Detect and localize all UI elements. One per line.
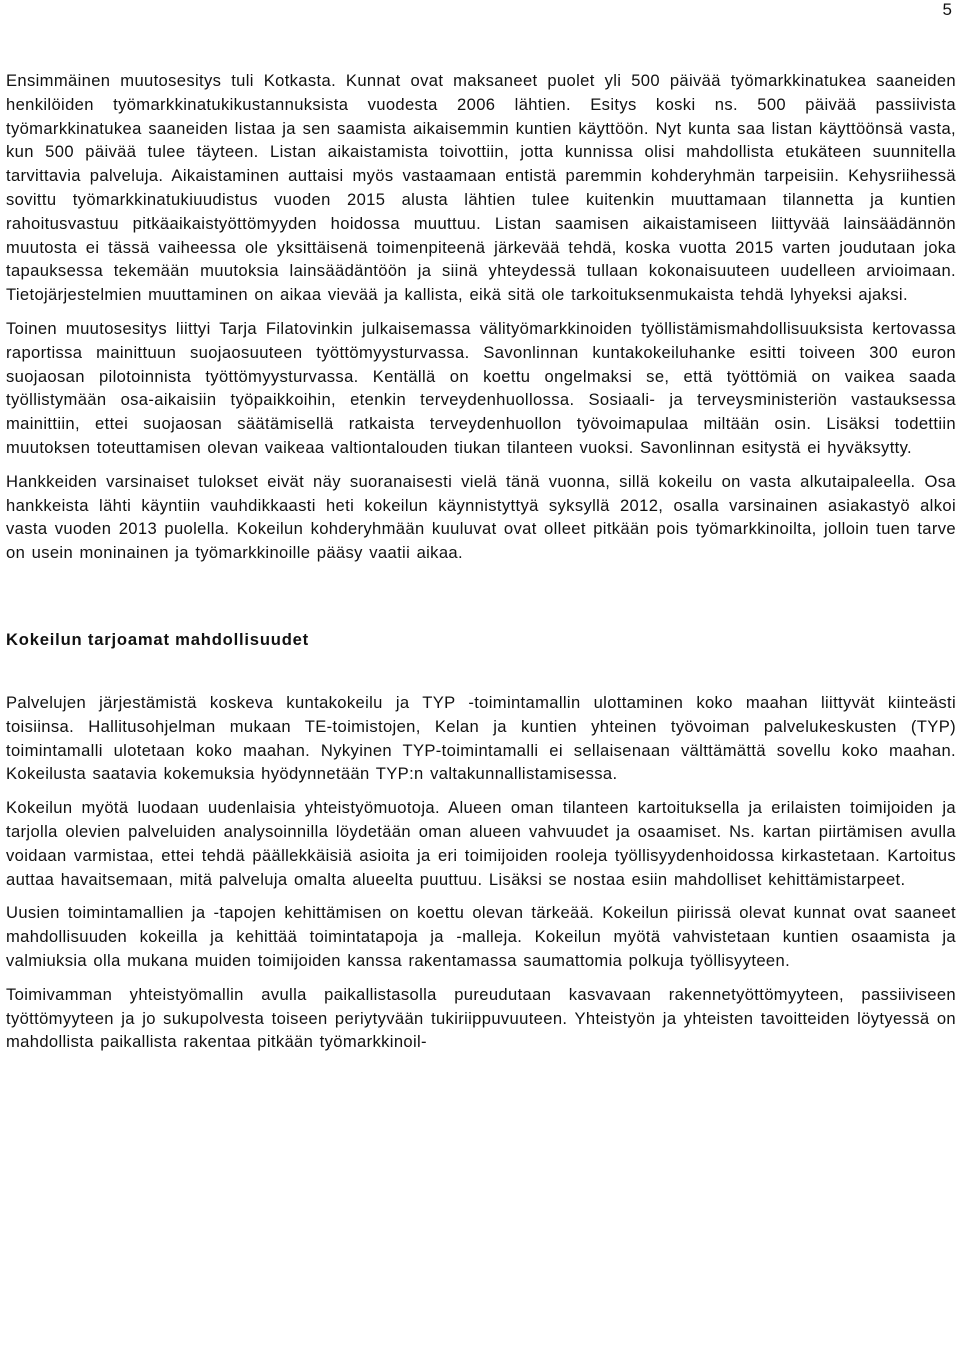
paragraph-cooperation-forms: Kokeilun myötä luodaan uudenlaisia yhteistyömuotoja. Alueen oman tilanteen kartoituksella ja erilaisten toimijoiden ja tarjolla olevien palveluiden analysoinnilla löydetään oman alueen vahvuudet ja osaamiset. Ns. kartan piirtämisen avulla voidaan varmistaa, ettei tehdä päällekkäisiä asioita ja eri toimijoiden rooleja työllisyydenhoidossa kirkastetaan. Kartoitus auttaa havaitsemaan, mitä palveluja omalta alueelta puuttuu. Lisäksi se nostaa esiin mahdolliset kehittämistarpeet. xyxy=(6,798,956,889)
paragraph-kotka-proposal: Ensimmäinen muutosesitys tuli Kotkasta. Kunnat ovat maksaneet puolet yli 500 päivää työmarkkinatukea saaneiden henkilöiden työmarkkinatukikustannuksista vuodesta 2006 lähtien. Esitys koski ns. 500 päivää passiivista työmarkkinatukea saaneiden listaa ja sen saamista aikaisemmin kuntien käyttöön. Nyt kunta saa listan käyttöönsä vasta, kun 500 päivää tulee täyteen. Listan aikaistamista toivottiin, jotta kunnissa olisi mahdollista etukäteen suunnitella tarvittavia palveluja. Aikaistaminen auttaisi myös vastaamaan entistä paremmin kohderyhmän tarpeisiin. Kehysriihessä sovittu työmarkkinatukiuudistus vuoden 2015 alusta lähtien tulee kuitenkin muuttamaan tilannetta ja kuntien rahoitusvastuu pitkäaikaistyöttömyyden hoidossa muuttuu. Listan saamisen aikaistamiseen liittyvää lainsäädännön muutosta ei tässä vaiheessa ole yksittäisenä toimenpiteenä järkevää tehdä, koska vuotta 2015 varten joudutaan joka tapauksessa tekemään muutoksia lainsäädäntöön ja siinä yhteydessä tullaan kokonaisuuteen uudelleen arvioimaan. Tietojärjestelmien muuttaminen on aikaa vievää ja kallista, eikä sitä ole tarkoituksenmukaista tehdä lyhyeksi ajaksi. xyxy=(6,71,956,305)
page-number: 5 xyxy=(942,0,952,19)
document-body xyxy=(6,69,956,1054)
paragraph-typ-model: Palvelujen järjestämistä koskeva kuntakokeilu ja TYP -toimintamallin ulottaminen koko maahan liittyvät kiinteästi toisiinsa. Hallitusohjelman mukaan TE-toimistojen, Kelan ja kuntien yhteinen työvoiman palvelukeskusten (TYP) toimintamalli ulotetaan koko maahan. Nykyinen TYP-toimintamalli ei sellaisenaan välttämättä sovellu koko maahan. Kokeilusta saatavia kokemuksia hyödynnetään TYP:n valtakunnallistamisessa. xyxy=(6,692,956,784)
paragraph-local-cooperation: Toimivamman yhteistyömallin avulla paikallistasolla pureudutaan kasvavaan rakennetyöttömyyteen, passiiviseen työttömyyteen ja jo sukupolvesta toiseen periytyvään tukiriippuvuuteen. Yhteistyön ja yhteisten tavoitteiden löytyessä on mahdollista paikallista rakentaa pitkään työmarkkinoil- xyxy=(6,984,956,1052)
paragraph-new-operating-models: Uusien toimintamallien ja -tapojen kehittämisen on koettu olevan tärkeää. Kokeilun piirissä olevat kunnat ovat saaneet mahdollisuuden kokeilla ja kehittää toimintatapoja ja -malleja. Kokeilun myötä vahvistetaan kuntien osaamista ja valmiuksia olla mukana muiden toimijoiden kanssa rakentamassa saumattomia polkuja työllisyyteen. xyxy=(6,903,956,970)
section-heading: Kokeilun tarjoamat mahdollisuudet xyxy=(6,629,309,649)
paragraph-project-results: Hankkeiden varsinaiset tulokset eivät näy suoranaisesti vielä tänä vuonna, sillä kokeilu on vasta alkutaipaleella. Osa hankkeista lähti käyntiin vauhdikkaasti heti kokeilun käynnistyttyä syksyllä 2012, osalla varsinainen asiakastyö alkoi vasta vuoden 2013 puolella. Kokeilun kohderyhmään kuuluvat ovat olleet pitkään pois työmarkkinoilta, jolloin tuen tarve on usein moninainen ja työmarkkinoille pääsy vaatii aikaa. xyxy=(6,471,956,563)
paragraph-savonlinna-proposal: Toinen muutosesitys liittyi Tarja Filatovinkin julkaisemassa välityömarkkinoiden työllistämismahdollisuuksista kertovassa raportissa mainittuun suojaosuuteen työttömyysturvassa. Savonlinnan kuntakokeiluhanke esitti toiveen 300 euron suojaosan pilotoinnista työttömyysturvassa. Kentällä on koettu ongelmaksi se, että työttömiä on vaikea saada työllistymään osa-aikaisiin työpaikkoihin, etenkin terveydenhuollossa. Sosiaali- ja terveysministeriön vastauksessa mainittiin, ettei suojaosan säätämisellä ratkaista terveydenhuollon työvoimapulaa miltään osin. Lisäksi todettiin muutoksen toteuttamisen olevan vaikeaa valtiontalouden tiukan tilanteen vuoksi. Savonlinnan esitystä ei hyväksytty. xyxy=(6,318,956,457)
